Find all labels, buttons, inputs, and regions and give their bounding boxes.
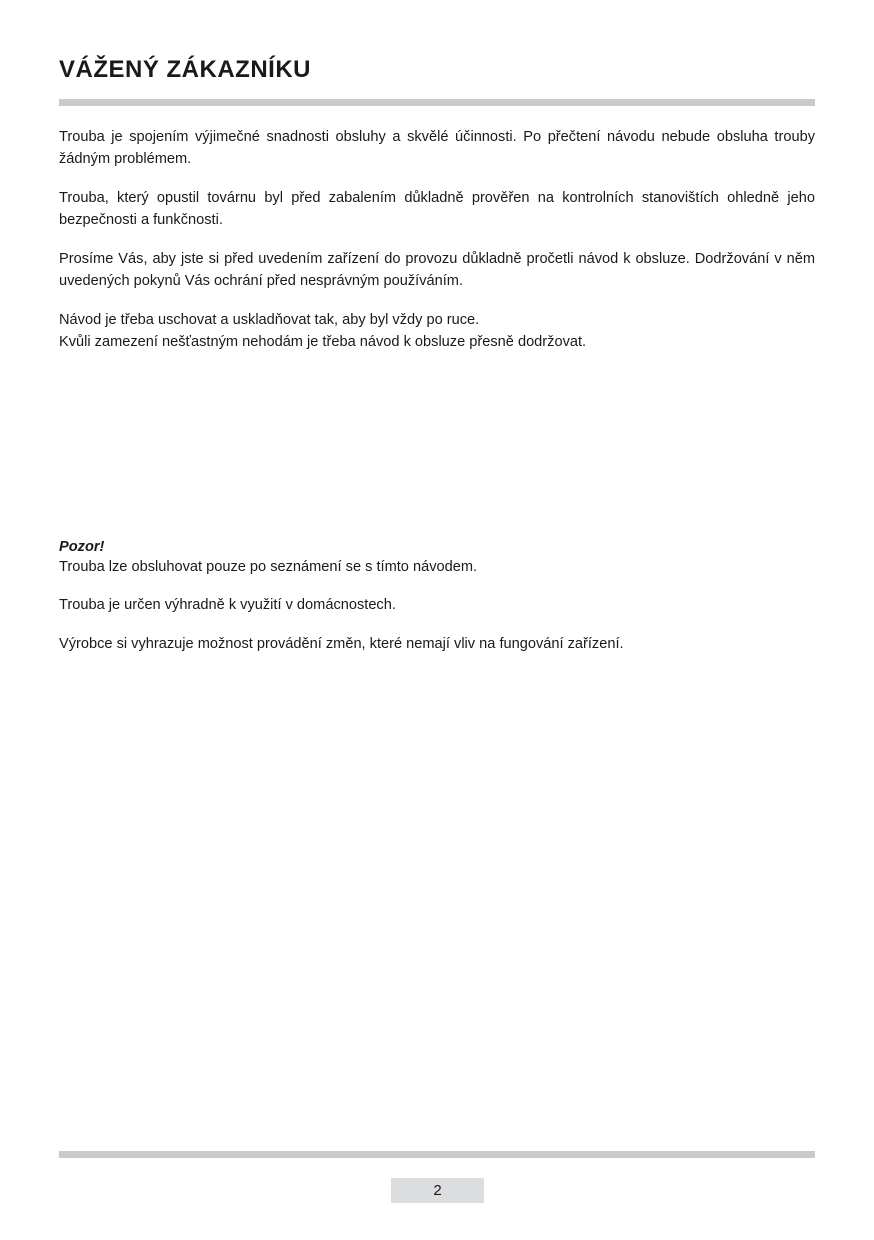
content-spacer xyxy=(59,371,815,539)
notice-line-3: Výrobce si vyhrazuje možnost provádění změn, které nemají vliv na fungování zařízení. xyxy=(59,636,624,653)
footer-divider xyxy=(59,1151,815,1158)
intro-paragraph-2: Trouba, který opustil továrnu byl před zabalením důkladně prověřen na kontrolních stanovištích ohledně jeho bezpečnosti a funkčnosti. xyxy=(59,190,815,229)
intro-paragraph-3: Prosíme Vás, aby jste si před uvedením zařízení do provozu důkladně pročetli návod k obsluze. Dodržování v něm uvedených pokynů Vás ochrání před nesprávným používáním. xyxy=(59,250,815,289)
keep-manual-line-2: Kvůli zamezení nešťastným nehodám je třeba návod k obsluze přesně dodržovat. xyxy=(59,333,587,350)
intro-section xyxy=(59,127,815,353)
notice-line-1: Trouba lze obsluhovat pouze po seznámení se s tímto návodem. xyxy=(59,558,478,575)
keep-manual-line-1: Návod je třeba uschovat a uskladňovat tak, aby byl vždy po ruce. xyxy=(59,311,480,328)
page-number: 2 xyxy=(391,1178,484,1203)
intro-paragraph-1: Trouba je spojením výjimečné snadnosti obsluhy a skvělé účinnosti. Po přečtení návodu nebude obsluha trouby žádným problémem. xyxy=(59,129,815,168)
title-divider xyxy=(59,99,815,106)
notice-heading: Pozor! xyxy=(59,538,105,555)
notice-line-2: Trouba je určen výhradně k využití v domácnostech. xyxy=(59,597,396,614)
notice-section xyxy=(59,539,815,657)
page-title: VÁŽENÝ ZÁKAZNÍKU xyxy=(59,56,311,83)
